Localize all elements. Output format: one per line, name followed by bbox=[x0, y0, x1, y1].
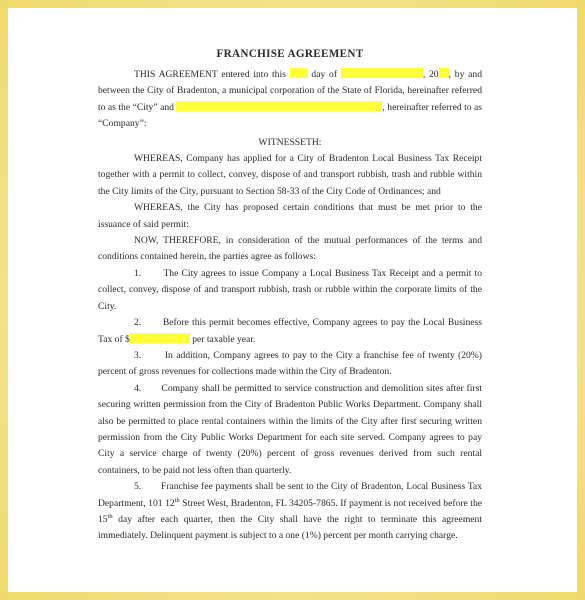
document-body bbox=[98, 46, 482, 545]
clause-number: 4. bbox=[134, 382, 142, 394]
clause-text: The City agrees to issue Company a Local Business Tax Receipt and a permit to collect, convey, dispose of and transport rubbish, trash or rubble within the corporate limits of the City. bbox=[98, 267, 482, 312]
document-title: FRANCHISE AGREEMENT bbox=[216, 48, 364, 60]
clause-text: Company shall be permitted to service construction and demolition sites after first securing written permission from the City of Bradenton Public Works Department. Company shall also be permitted to place rental containers within the limits of the City after first securing written permission from the City Public Works Department for each site served. Company agrees to pay City a service charge of twenty (20%) percent of gross revenues derived from such rental containers, to be paid not less often than quarterly. bbox=[98, 382, 482, 476]
clause-5: 5. Franchise fee payments shall be sent to the City of Bradenton, Local Business Tax Department, 101 12th Street West, Bradenton, FL 34205-7865. If payment is not received before the 15th day after each quarter, then the City shall have the right to terminate this agreement immediately. Delinquent payment is subject to a one (1%) percent per month carrying charge. bbox=[98, 481, 482, 542]
month-blank-field[interactable] bbox=[341, 68, 423, 78]
clause-number: 5. bbox=[134, 481, 142, 493]
day-blank-field[interactable] bbox=[290, 68, 308, 78]
document-page bbox=[8, 8, 577, 592]
clause-number: 1. bbox=[134, 267, 142, 279]
company-name-blank-field[interactable] bbox=[176, 101, 382, 111]
clause-2: 2. Before this permit becomes effective, Company agrees to pay the Local Business Tax of $ per taxable year. bbox=[98, 317, 482, 345]
clause-text: In addition, Company agrees to pay to the City a franchise fee of twenty (20%) percent of gross revenues for collections made within the City of Bradenton. bbox=[98, 349, 482, 378]
clause-number: 3. bbox=[134, 349, 142, 361]
opening-paragraph: THIS AGREEMENT entered into this day of , 20 , by and between the City of Bradenton, a municipal corporation of the State of Florida, hereinafter referred to as the “City” and , hereinafter referred to as “Company”: bbox=[98, 69, 483, 130]
tax-amount-blank-field[interactable] bbox=[130, 333, 190, 343]
year-blank-field[interactable] bbox=[439, 68, 449, 78]
clause-3 bbox=[98, 348, 482, 381]
now-therefore-paragraph: NOW, THEREFORE, in consideration of the mutual performances of the terms and conditions contained herein, the parties agree as follows: bbox=[98, 235, 482, 263]
clause-4 bbox=[98, 381, 482, 479]
clause-1 bbox=[98, 266, 482, 315]
witnesseth-heading: WITNESSETH: bbox=[258, 136, 322, 148]
clause-number: 2. bbox=[134, 317, 142, 329]
whereas-paragraph-2: WHEREAS, the City has proposed certain conditions that must be met prior to the issuance of said permit: bbox=[98, 202, 482, 230]
whereas-paragraph-1: WHEREAS, Company has applied for a City of Bradenton Local Business Tax Receipt together with a permit to collect, convey, dispose of and transport rubbish, trash and rubble within the City limits of the City, pursuant to Section 58-33 of the City Code of Ordinances; and bbox=[98, 153, 482, 197]
